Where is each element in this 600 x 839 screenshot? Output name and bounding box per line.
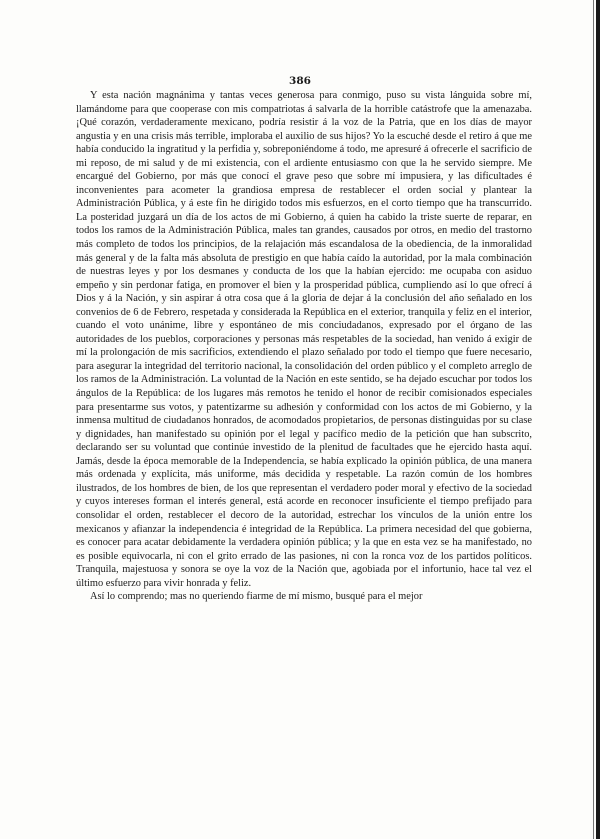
paragraph-1: Y esta nación magnánima y tantas veces generosa para conmigo, puso su vista lánguida sobre mí, llamándome para que cooperase con mis compatriotas á salvarla de la horrible catástrofe que la amenazaba. ¡Qué corazón, verdaderamente mexicano, podría resistir á la voz de la Patria, que en los días de mayor angustia y en una crisis más terrible, imploraba el auxilio de sus hijos? Yo la escuché desde el retiro á que me había conducido la ingratitud y la perfidia y, sobreponiéndome á todo, me apresuré á ofrecerle el sacrificio de mi reposo, de mi salud y de mi existencia, con el ardiente entusiasmo con que la he servido siempre. Me encargué del Gobierno, por más que conocí el grave peso que sobre mí impusiera, y las dificultades é inconvenientes para acometer la grandiosa empresa de restablecer el orden social y plantear la Administración Pública, y á este fin he dirigido todos mis esfuerzos, en el corto tiempo que ha transcurrido. La posteridad juzgará un día de los actos de mi Gobierno, á quien ha cabido la triste suerte de reparar, en todos los ramos de la Administración Pública, males tan grandes, causados por otros, en medio del trastorno más completo de todos los principios, de la relajación más escandalosa de la obediencia, de la inmoralidad más general y de la falta más absoluta de prestigio en que había caído la autoridad, por la mala combinación de nuestras leyes y por los desmanes y conducta de los que la habían ejercido: me ocupaba con asiduo empeño y sin perdonar fatiga, en promover el bien y la prosperidad pública, cumpliendo así lo que ofrecí á Dios y á la Nación, y sin aspirar á otra cosa que á la gloria de dejar á la conclusión del año señalado en los convenios de 6 de Febrero, respetada y considerada la República en el exterior, tranquila y feliz en el interior, cuando el voto unánime, libre y espontáneo de mis conciudadanos, expresado por el órgano de las autoridades de los pueblos, corporaciones y personas más respetables de la sociedad, han venido á exigir de mí la prolongación de mis sacrificios, extendiendo el plazo señalado por todo el tiempo que fuere necesario, para asegurar la integridad del territorio nacional, la consolidación del orden público y el completo arreglo de los ramos de la Administración. La voluntad de la Nación en este sentido, se ha dejado escuchar por todos los ángulos de la República: de los lugares más remotos he tenido el honor de recibir comisionados especiales para presentarme sus votos, y patentizarme su adhesión y conformidad con los actos de mi Gobierno, y la inmensa multitud de ciudadanos honrados, de acomodados propietarios, de personas distinguidas por su clase y dignidades, han manifestado su opinión por el legal y pacífico medio de la petición que han subscrito, declarando ser su voluntad que continúe investido de la plenitud de facultades que he ejercido hasta aquí. Jamás, desde la época memorable de la Independencia, se había explicado la opinión pública, de una manera más ordenada y explícita, más uniforme, más decidida y respetable. La razón común de los hombres ilustrados, de los hombres de bien, de los que representan el verdadero poder moral y efectivo de la sociedad y cuyos intereses forman el interés general, está acorde en reconocer insuficiente el tiempo prefijado para consolidar el orden, restablecer el decoro de la autoridad, estrechar los vínculos de la unión entre los mexicanos y afianzar la independencia é integridad de la República. La primera necesidad del que gobierna, es conocer para acatar debidamente la verdadera opinión pública; y la que en esta vez se ha manifestado, no es posible equivocarla, ni con el grito errado de las pasiones, ni con la ronca voz de los partidos políticos. Tranquila, majestuosa y sonora se oye la voz de la Nación que, agobiada por el infortunio, hace tal vez el último esfuerzo para vivir honrada y feliz. (76, 90, 532, 589)
body-text (76, 89, 532, 604)
paragraph-2: Así lo comprendo; mas no queriendo fiarme de mí mismo, busqué para el mejor (90, 591, 423, 603)
page-edge-line (593, 0, 594, 839)
page-number: 386 (289, 75, 311, 87)
page-edge-shadow (596, 0, 600, 839)
